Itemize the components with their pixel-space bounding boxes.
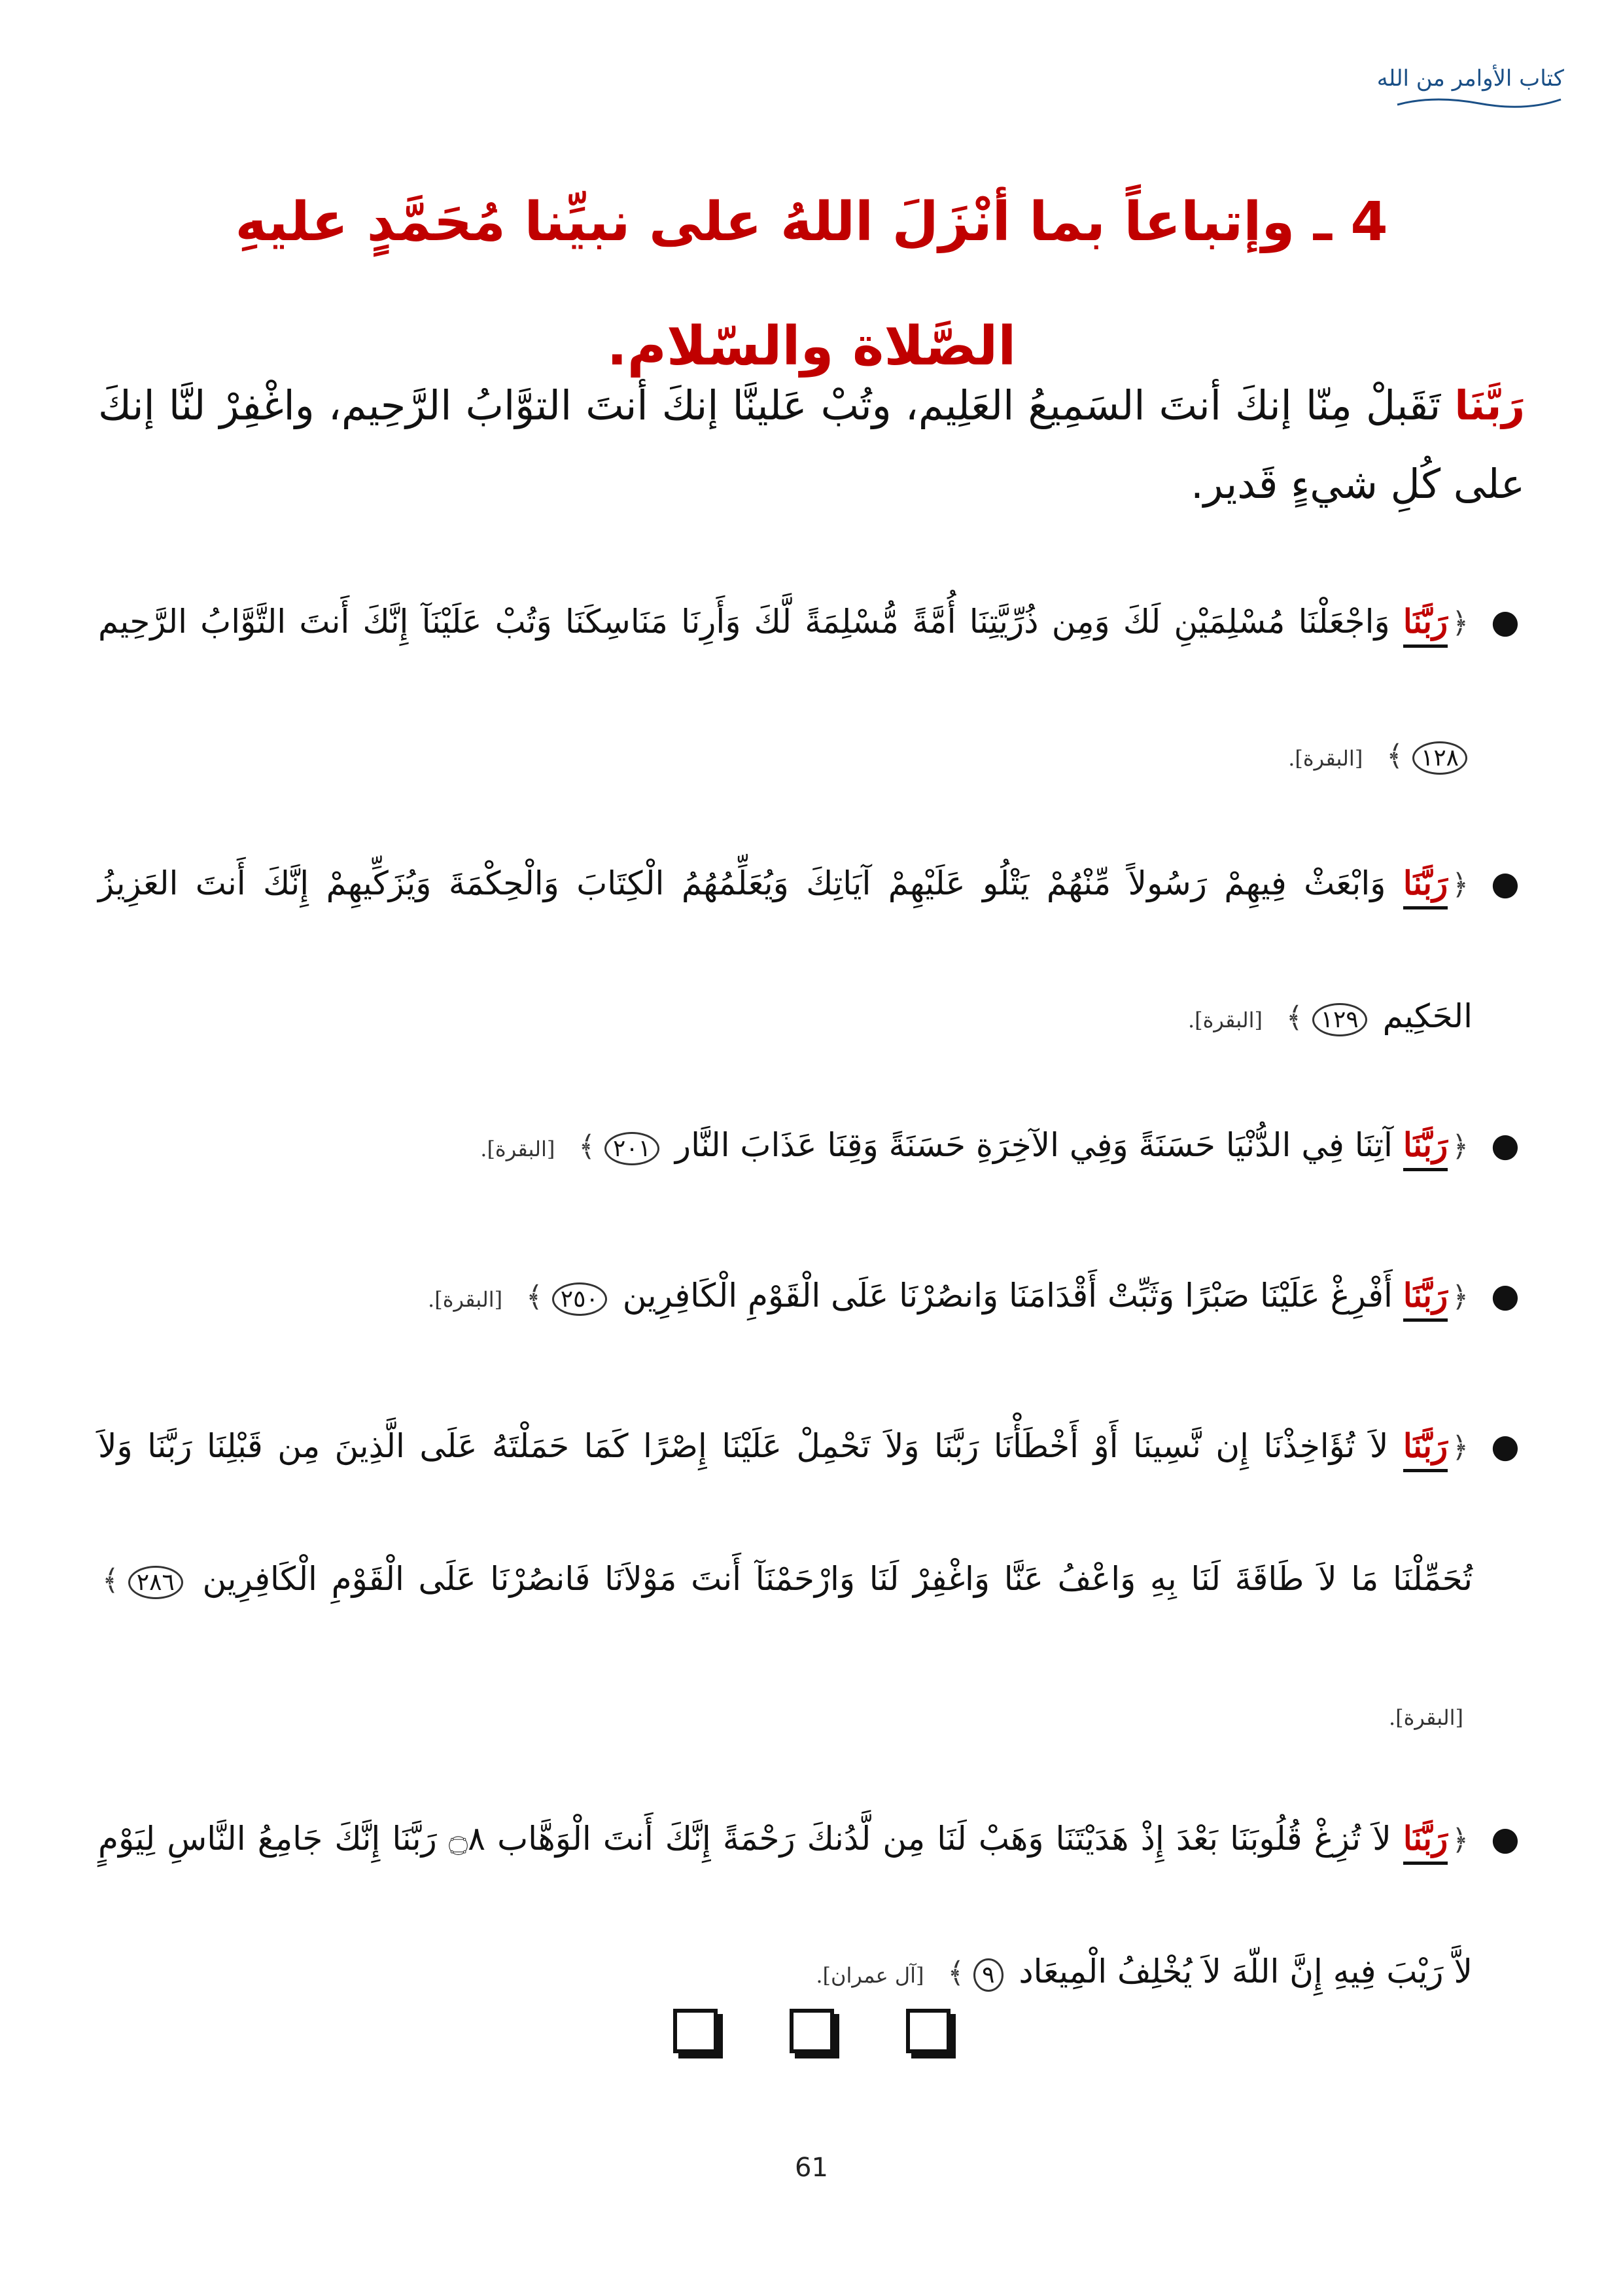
verse-rabbana: رَبَّنَا <box>1403 1426 1448 1472</box>
verse-reference: [البقرة]. <box>1187 1008 1263 1033</box>
quran-bracket-open-icon: ﴿ <box>1452 868 1469 902</box>
verse-rabbana: رَبَّنَا <box>1403 1125 1448 1171</box>
quran-bracket-open-icon: ﴿ <box>1452 607 1469 640</box>
heading-line-1: 4 ـ وإتباعاً بما أنْزَلَ اللهُ على نبيِّنا مُحَمَّدٍ عليهِ <box>235 191 1388 253</box>
intro-paragraph <box>98 366 1525 523</box>
verse-text: لاَ تُزِغْ قُلُوبَنَا بَعْدَ إِذْ هَدَيْتَنَا وَهَبْ لَنَا مِن لَّدُنكَ رَحْمَةً إِنَّكَ أَنتَ الْوَهَّاب ۝٨ رَبَّنَا إِنَّكَ جَامِعُ النَّاسِ لِيَوْمٍ لاَّ رَيْبَ فِيهِ إِنَّ اللّهَ لاَ يُخْلِفُ الْمِيعَاد <box>98 1820 1473 1990</box>
quran-bracket-open-icon: ﴿ <box>1452 1431 1469 1464</box>
book-title: كتاب الأوامر من الله <box>1376 65 1564 92</box>
list-item <box>98 1230 1525 1365</box>
verse-reference: [البقرة]. <box>480 1137 555 1161</box>
verse-text: وَاجْعَلْنَا مُسْلِمَيْنِ لَكَ وَمِن ذُرِّيَّتِنَا أُمَّةً مُّسْلِمَةً لَّكَ وَأَرِنَا مَنَاسِكَنَا وَتُبْ عَلَيْنَآ إِنَّكَ أَنتَ التَّوَّابُ الرَّحِيم <box>98 603 1390 641</box>
verse-text: أَفْرِغْ عَلَيْنَا صَبْرًا وَثَبِّتْ أَقْدَامَنَا وَانصُرْنَا عَلَى الْقَوْمِ الْكَافِرِين <box>622 1277 1393 1315</box>
title-flourish-icon <box>1394 92 1564 111</box>
verse-number: ٢٥٠ <box>552 1282 607 1316</box>
verse-rabbana: رَبَّنَا <box>1403 602 1448 648</box>
verse-rabbana: رَبَّنَا <box>1403 1819 1448 1865</box>
verse-number: ٢٨٦ <box>128 1566 183 1599</box>
square-marker-icon <box>673 2009 718 2053</box>
quran-bracket-open-icon: ﴿ <box>1452 1280 1469 1314</box>
verse-text: وَابْعَثْ فِيهِمْ رَسُولاً مِّنْهُمْ يَتْلُو عَلَيْهِمْ آيَاتِكَ وَيُعَلِّمُهُمُ الْكِتَابَ وَالْحِكْمَةَ وَيُزَكِّيهِمْ إِنَّكَ أَنتَ العَزِيزُ الحَكِيم <box>98 864 1473 1035</box>
intro-text: تَقَبلْ مِنّا إنكَ أنتَ السَمِيعُ العَلِيم، وتُبْ عَلينَّا إنكَ أنتَ التوَّابُ الرَّحِيم، واغْفِرْ لنَّا إنكَ على كُلِ شيءٍ قَدير. <box>98 381 1525 508</box>
intro-rabbana: رَبَّنَا <box>1454 381 1525 429</box>
quran-bracket-close-icon: ﴾ <box>1386 739 1403 773</box>
quran-bracket-close-icon: ﴾ <box>1285 1001 1303 1034</box>
verse-text: لاَ تُؤَاخِذْنَا إِن نَّسِينَا أَوْ أَخْطَأْنَا رَبَّنَا وَلاَ تَحْمِلْ عَلَيْنَا إِصْرًا كَمَا حَمَلْتَهُ عَلَى الَّذِينَ مِن قَبْلِنَا رَبَّنَا وَلاَ تُحَمِّلْنَا مَا لاَ طَاقَةَ لَنَا بِهِ وَاعْفُ عَنَّا وَاغْفِرْ لَنَا وَارْحَمْنَآ أَنتَ مَوْلاَنَا فَانصُرْنَا عَلَى الْقَوْمِ الْكَافِرِين <box>98 1427 1473 1598</box>
list-item <box>98 1080 1525 1214</box>
quran-bracket-close-icon: ﴾ <box>525 1280 543 1314</box>
verse-number: ٢٠١ <box>604 1132 659 1165</box>
verse-rabbana: رَبَّنَا <box>1403 864 1448 910</box>
page-number: 61 <box>795 2153 828 2183</box>
quran-bracket-close-icon: ﴾ <box>947 1956 965 1990</box>
verse-reference: [البقرة]. <box>1288 746 1363 771</box>
section-end-markers <box>0 2009 1623 2053</box>
bullet-icon: ● <box>1491 1277 1520 1315</box>
verse-number: ١٢٩ <box>1312 1003 1367 1036</box>
list-item <box>98 1381 1525 1783</box>
quran-bracket-close-icon: ﴾ <box>578 1130 595 1163</box>
verse-reference: [البقرة]. <box>1388 1705 1463 1730</box>
list-item <box>98 1773 1525 2041</box>
heading-line-2: الصَّلاة والسّلام. <box>606 315 1017 378</box>
bullet-icon: ● <box>1491 864 1520 902</box>
quran-bracket-open-icon: ﴿ <box>1452 1824 1469 1857</box>
quran-bracket-close-icon: ﴾ <box>102 1564 119 1597</box>
verse-number: ١٢٨ <box>1412 741 1467 775</box>
square-marker-icon <box>906 2009 951 2053</box>
verse-rabbana: رَبَّنَا <box>1403 1276 1448 1322</box>
list-item <box>98 818 1525 1086</box>
verse-reference: [البقرة]. <box>428 1287 503 1312</box>
bullet-icon: ● <box>1491 1820 1520 1858</box>
square-marker-icon <box>790 2009 834 2053</box>
verse-number: ٩ <box>973 1958 1003 1992</box>
list-item <box>98 556 1525 824</box>
verse-text: آتِنَا فِي الدُّنْيَا حَسَنَةً وَفِي الآخِرَةِ حَسَنَةً وَقِنَا عَذَابَ النَّار <box>674 1126 1393 1164</box>
bullet-icon: ● <box>1491 1126 1520 1164</box>
bullet-icon: ● <box>1491 603 1520 641</box>
bullet-icon: ● <box>1491 1427 1520 1465</box>
verse-reference: [آل عمران]. <box>816 1963 924 1988</box>
quran-bracket-open-icon: ﴿ <box>1452 1130 1469 1163</box>
